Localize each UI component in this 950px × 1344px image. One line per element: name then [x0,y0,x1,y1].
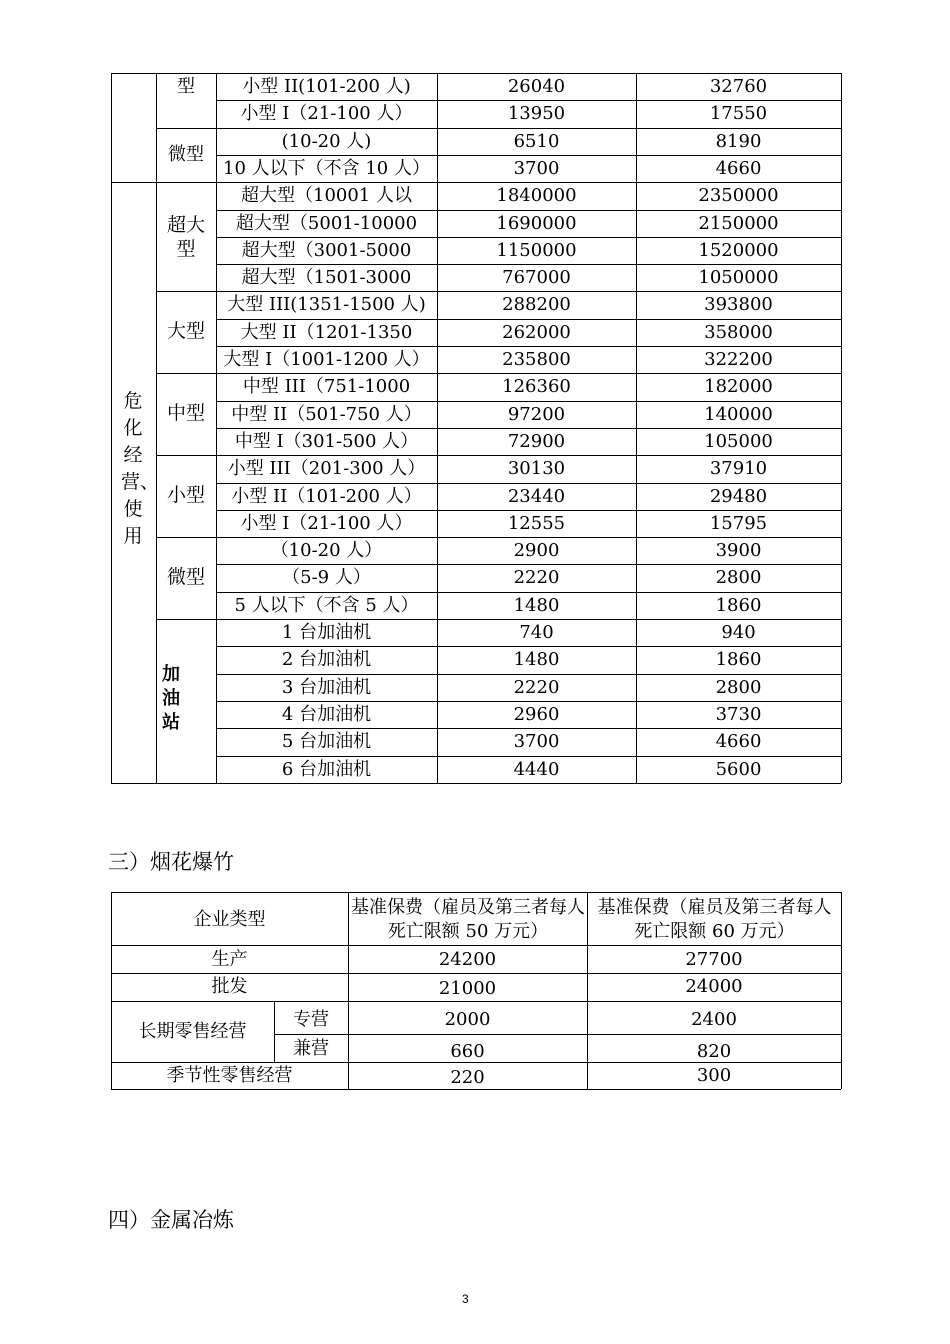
table-cell-value: 3730 [715,703,762,725]
table-grid-line [216,483,841,484]
table-cell-value: 3900 [715,540,762,562]
table-row-name: (10-20 人) [281,130,372,152]
page-number: 3 [462,1292,469,1306]
table-cell-value: 1860 [715,594,762,616]
table-grid-line [216,510,841,511]
table-grid-line [111,73,841,74]
row-label: 季节性零售经营 [166,1065,293,1086]
table-cell-value: 8190 [715,130,762,152]
table-row-name: 大型 III(1351-1500 人) [227,294,426,316]
table-cell-value: 29480 [709,485,768,507]
table-cell-value: 2800 [715,676,762,698]
table-cell-value: 6510 [513,130,560,152]
table-grid-line [216,210,841,211]
table-cell-value: 72900 [507,430,566,452]
table-grid-line [216,237,841,238]
table-cell-value: 4660 [715,731,762,753]
table-cell-value: 105000 [704,430,773,452]
table-cell-value: 2220 [513,567,560,589]
table-grid-line [216,428,841,429]
cell-value: 27700 [685,949,743,970]
cell-value: 24200 [438,949,497,970]
table-cell-value: 1520000 [698,239,779,261]
table-grid-line [156,73,157,783]
table-row-name: 10 人以下（不含 10 人） [223,157,430,179]
table-group-label: 微型 [168,143,204,165]
table-cell-value: 1840000 [496,185,577,207]
table-row-name: 超大型（3001-5000 [241,239,412,261]
table-grid-line [216,346,841,347]
table-cell-value: 262000 [502,321,571,343]
table-row-name: 超大型（10001 人以 [241,185,412,207]
table-grid-line [216,592,841,593]
section-heading-fireworks: 三）烟花爆竹 [108,850,234,874]
table-grid-line [216,264,841,265]
table-row-name: 超大型（5001-10000 [235,212,418,234]
table-grid-line [216,674,841,675]
table-cell-value: 1050000 [698,267,779,289]
row-label: 生产 [211,949,248,970]
table-grid-line [841,73,842,783]
table-cell-value: 26040 [507,76,566,97]
table-row-name: 1 台加油机 [281,622,372,643]
table-cell-value: 940 [721,622,756,643]
table-grid-line [111,182,841,183]
table-cell-value: 30130 [507,458,566,480]
table-cell-value: 4660 [715,157,762,179]
table-row-name: 小型 II（101-200 人） [231,485,422,507]
cell-value: 21000 [438,978,497,999]
table-grid-line [156,537,841,538]
table-cell-value: 3700 [513,731,560,753]
header-premium-50: 基准保费（雇员及第三者每人死亡限额 50 万元） [351,897,585,942]
table-grid-line [156,619,841,620]
table-grid-line [156,128,216,129]
table-grid-line [111,73,112,783]
table-grid-line [156,291,841,292]
table-grid-line [216,100,841,101]
table-row-name: 中型 II（501-750 人） [231,403,422,425]
table-cell-value: 2900 [513,540,560,562]
cell-value: 24000 [685,976,743,997]
table-row-name: 小型 II(101-200 人) [242,76,411,97]
table-cell-value: 393800 [704,294,773,316]
header-enterprise-type: 企业类型 [193,909,266,930]
table-row-name: 小型 III（201-300 人） [227,458,426,480]
table-grid-line [216,728,841,729]
table-cell-value: 2800 [715,567,762,589]
table-group-label: 小型 [166,484,205,507]
table-group-label: 超大型 [166,213,205,260]
table-row-name: 2 台加油机 [281,649,372,671]
table-cell-value: 5600 [715,758,762,780]
cell-value: 2400 [691,1009,737,1030]
cell-value: 2000 [444,1009,491,1030]
table-cell-value: 1480 [513,594,560,616]
table-row-name: 小型 I（21-100 人） [240,103,413,125]
table-grid-line [216,756,841,757]
table-grid-line [216,701,841,702]
table-row-name: （10-20 人） [270,540,383,562]
table-group-label: 微型 [166,566,205,589]
cell-value: 660 [450,1041,485,1062]
table-group-label: 中型 [166,402,205,425]
table-row-name: 4 台加油机 [281,703,372,725]
table-row-name: 小型 I（21-100 人） [240,512,413,534]
table-cell-value: 2350000 [698,185,779,207]
table-grid-line [156,455,841,456]
table-cell-value: 12555 [507,512,566,534]
table-group-label: 加油站 [162,663,180,733]
table-grid-line [156,373,841,374]
row-label: 长期零售经营 [138,1021,247,1042]
table-cell-value: 17550 [709,103,768,125]
table-grid-line [216,401,841,402]
table-cell-value: 288200 [502,294,571,316]
table-cell-value: 1690000 [496,212,577,234]
table-cell-value: 235800 [502,349,571,370]
row-sublabel: 专营 [293,1009,329,1030]
table-row-name: 大型 II（1201-1350 [240,321,413,343]
header-premium-60: 基准保费（雇员及第三者每人死亡限额 60 万元） [597,897,832,942]
table-category-label: 危化经营、使用 [121,389,160,547]
table-row-name: 6 台加油机 [281,758,372,780]
table-cell-value: 4440 [513,758,560,780]
row-sublabel: 兼营 [293,1038,329,1059]
table-cell-value: 1860 [715,649,762,671]
table-cell-value: 126360 [502,376,571,398]
table-cell-value: 322200 [704,349,773,370]
table-cell-value: 2220 [513,676,560,698]
table-row-name: 3 台加油机 [281,676,372,698]
section-heading-metal-smelting: 四）金属冶炼 [108,1208,234,1232]
table-cell-value: 37910 [709,458,768,480]
table-cell-value: 1150000 [496,239,577,261]
table-group-label: 大型 [166,320,205,343]
table-grid-line [216,128,841,129]
cell-value: 300 [696,1065,732,1086]
table-row-name: 超大型（1501-3000 [241,267,412,289]
table-cell-value: 3700 [513,157,560,179]
row-label: 批发 [211,976,248,997]
table-cell-value: 740 [519,622,554,643]
table-cell-value: 23440 [507,485,566,507]
table-group-label: 型 [177,76,195,97]
table-grid-line [216,155,841,156]
table-cell-value: 182000 [704,376,773,398]
table-cell-value: 1480 [513,649,560,671]
table-cell-value: 140000 [704,403,773,425]
table-row-name: 中型 III（751-1000 [242,376,411,398]
table-cell-value: 13950 [507,103,566,125]
cell-value: 220 [450,1067,485,1088]
table-cell-value: 97200 [507,403,566,425]
table-grid-line [216,646,841,647]
table-cell-value: 358000 [704,321,773,343]
table-row-name: 大型 I（1001-1200 人） [223,349,430,370]
table-cell-value: 2960 [513,703,560,725]
table-grid-line [216,319,841,320]
table-cell-value: 2150000 [698,212,779,234]
table-grid-line [216,564,841,565]
table-grid-line [111,783,841,784]
table-row-name: （5-9 人） [282,567,371,589]
table-cell-value: 32760 [709,76,768,97]
table-cell-value: 15795 [709,512,768,534]
cell-value: 820 [696,1041,732,1062]
table-cell-value: 767000 [502,267,571,289]
table-row-name: 中型 I（301-500 人） [234,430,419,452]
table-row-name: 5 台加油机 [281,731,372,753]
table-row-name: 5 人以下（不含 5 人） [234,594,419,616]
